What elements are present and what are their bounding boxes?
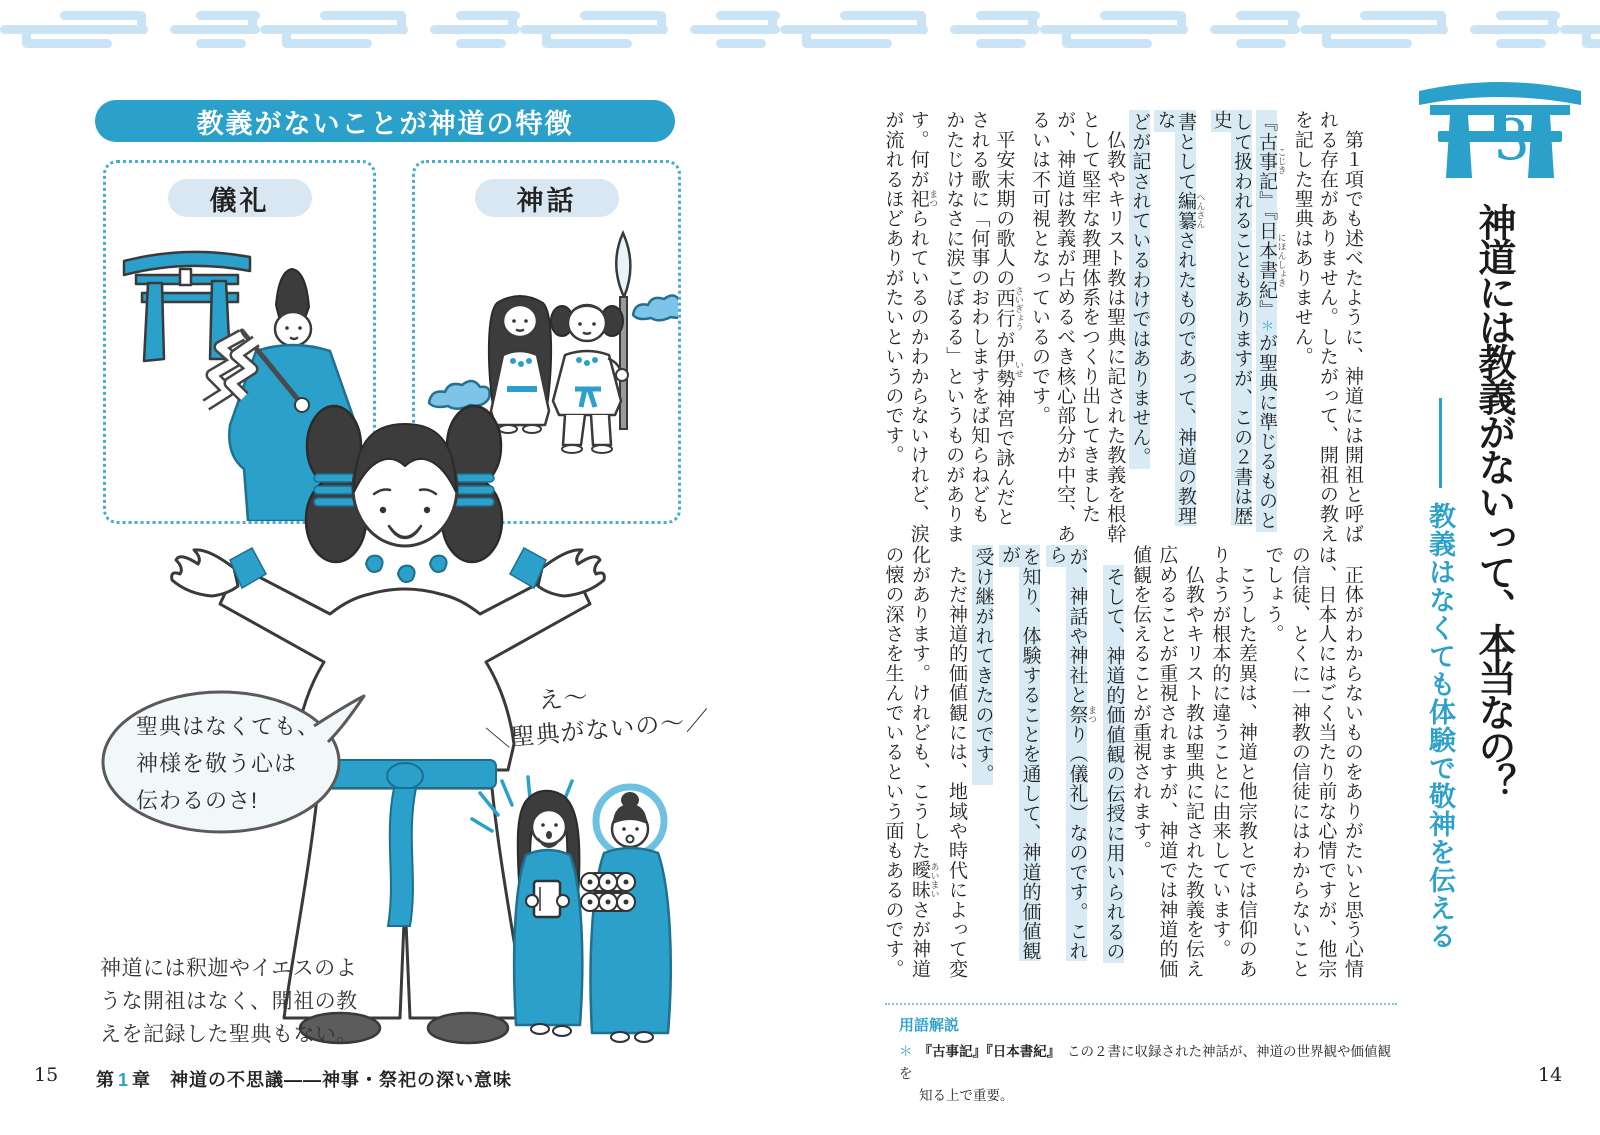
text-column: そして、神道的価値観の伝授に用いられるの	[1103, 566, 1125, 961]
text-column: として堅牢な教理体系をつくり出してきました	[1079, 110, 1101, 524]
text-line: 神道には釈迦やイエスのよ	[100, 957, 358, 980]
text-line: 伝わるのさ!	[136, 788, 259, 813]
text-line: 聖典はなくても、	[136, 714, 321, 739]
glossary-definition-2: 知る上で重要。	[919, 1088, 1014, 1103]
body-text-top	[882, 110, 1362, 546]
text-column: 値観を伝えることが重視されます。	[1129, 545, 1151, 861]
text-column: の信徒、とくに一神教の信徒にはわからないこと	[1288, 545, 1310, 979]
ritual-label: 儀礼	[168, 179, 312, 217]
text-column: 平安末期の歌人の西行 さいぎょうが伊勢 いせ神宮で詠んだと	[993, 110, 1024, 527]
left-page-banner: 教義がないことが神道の特徴	[95, 100, 675, 142]
glossary	[885, 1003, 1397, 1107]
text-column: 仏教やキリスト教は聖典に記された教義を根幹	[1104, 110, 1126, 544]
text-line: 神様を敬う心は	[136, 751, 298, 776]
text-column: を記した聖典はありません。	[1291, 110, 1313, 367]
cloud-lattice-border	[0, 6, 1600, 56]
text-column: るいは不可視となっているのです。	[1028, 110, 1050, 426]
text-column: が、神話や神社と祭 まつり（儀礼）なのです。これら	[1045, 545, 1097, 961]
asterisk-icon: ＊	[899, 1044, 913, 1059]
text-column: でしょう。	[1262, 545, 1284, 644]
chapter-suffix: 章	[132, 1070, 152, 1090]
glossary-definition: この２書に収録された神話が、神道の世界観や価値観を	[899, 1044, 1391, 1081]
text-column: される歌に「何事のおわしますをば知らねども	[968, 110, 990, 524]
subtitle-text: 教義はなくても体験で敬神を伝える	[1425, 502, 1455, 950]
glossary-term: 『古事記』『日本書紀』	[918, 1044, 1054, 1059]
text-column: が、神道は教義が占めるべき核心部分が中空、あ	[1054, 110, 1076, 544]
buddha-drawing	[581, 787, 671, 1042]
section-number: 3	[1494, 108, 1530, 173]
text-column: どが記されているわけではありません。	[1129, 112, 1151, 467]
text-column: 『古事記 こじき』『日本書紀 にほんしょき』＊が聖典に準じるものと	[1256, 112, 1287, 530]
text-column: りようが根本的に違うことに由来しています。	[1209, 545, 1231, 959]
chapter-prefix: 第	[96, 1070, 115, 1090]
subtitle-dash	[1439, 398, 1442, 488]
text-column: が流れるほどありがたいというのです。	[882, 110, 904, 465]
text-column: 書として編纂 へんさんされたものであって、神道の教理な	[1154, 110, 1206, 526]
text-column: 広めることが重視されますが、神道では神道的価	[1156, 545, 1178, 979]
page-number-left: 15	[34, 1064, 59, 1086]
page-title: 神道には教義がないって、本当なの？	[1472, 203, 1514, 798]
founders-illustration	[468, 775, 683, 1047]
text-column: こうした差異は、神道と他宗教とでは信仰のあ	[1235, 545, 1257, 979]
text-column: は、日本人にはごく当たり前な心情ですが、他宗	[1315, 545, 1337, 979]
chapter-title: 神道の不思議――神事・祭祀の深い意味	[151, 1070, 513, 1090]
text-column: して扱われることもありますが、この２書は歴史	[1210, 110, 1253, 526]
aside-line1: え〜	[537, 683, 590, 715]
body-text-bottom	[882, 545, 1362, 981]
aside-line2: ＼聖典がないの〜／	[484, 707, 712, 754]
text-column: 第１項でも述べたように、神道には開祖と呼ば	[1341, 110, 1363, 544]
text-line: えを記録した聖典もない。	[100, 1023, 358, 1046]
jesus-drawing	[514, 791, 582, 1036]
text-column: れる存在がありません。したがって、開祖の教え	[1316, 110, 1338, 544]
glossary-entry	[899, 1041, 1397, 1107]
text-column: 受け継がれてきたのです。	[972, 547, 994, 784]
myth-label: 神話	[475, 179, 619, 217]
text-column: かたじけなさに涙こぼるる」というものがありま	[943, 110, 965, 544]
text-column: 正体がわからないものをありがたいと思う心情	[1341, 545, 1363, 979]
text-column: 仏教やキリスト教は聖典に記された教義を伝え	[1182, 545, 1204, 979]
text-column: す。何が祀 まつられているのかわからないけれど、涙	[907, 110, 939, 544]
text-column: を知り、体験することを通して、神道的価値観が	[998, 545, 1041, 961]
page-number-right: 14	[1538, 1064, 1563, 1086]
glossary-heading: 用語解説	[899, 1017, 960, 1034]
text-line: うな開祖はなく、開祖の教	[100, 990, 358, 1013]
text-column: の懐の深さを生んでいるという面もあるのです。	[882, 545, 904, 979]
text-column: 化があります。けれども、こうした曖昧 あいまいさが神道	[909, 545, 940, 979]
chapter-footer	[96, 1066, 512, 1092]
speech-bubble-text	[136, 708, 320, 819]
illustration-caption	[100, 952, 358, 1051]
text-column: ただ神道的価値観には、地域や時代によって変	[945, 545, 967, 979]
page-subtitle	[1421, 398, 1460, 998]
chapter-number: 1	[118, 1070, 130, 1090]
